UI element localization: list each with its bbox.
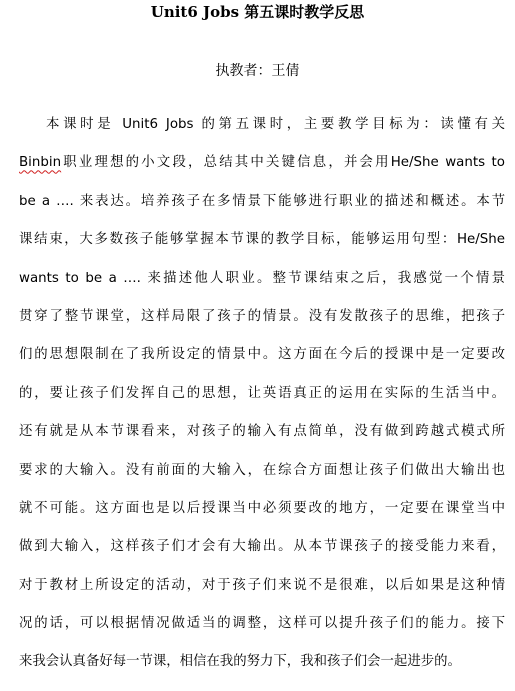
paragraph-line: 课结束，大多数孩子能够掌握本节课的教学目标，能够运用句型：He/She (19, 232, 505, 248)
paragraph-line: 要求的大输入。没有前面的大输入，在综合方面想让孩子们做出大输出也 (19, 462, 505, 478)
document-title: Unit6 Jobs 第五课时教学反思 (150, 3, 365, 21)
paragraph-line: 的，要让孩子们发挥自己的思想，让英语真正的运用在实际的生活当中。 (19, 385, 505, 401)
paragraph-line: be a …. 来表达。培养孩子在多情景下能够进行职业的描述和概述。本节 (19, 193, 505, 209)
paragraph-line: 还有就是从本节课看来，对孩子的输入有点简单，没有做到跨越式模式所 (19, 424, 505, 440)
paragraph-line: 来我会认真备好每一节课，相信在我的努力下，我和孩子们会一起进步的。 (19, 654, 461, 670)
paragraph-line: 本课时是 Unit6 Jobs 的第五课时，主要教学目标为：读懂有关 (46, 117, 505, 132)
spellcheck-flagged-word[interactable]: Binbin (19, 155, 62, 171)
paragraph-line: 就不可能。这方面也是以后授课当中必须要改的地方，一定要在课堂当中 (19, 500, 505, 516)
paragraph-line-text: 职业理想的小文段，总结其中关键信息，并会用He/She wants to (61, 155, 505, 171)
paragraph-line: 对于教材上所设定的活动，对于孩子们来说不是很难，以后如果是这种情 (19, 577, 505, 593)
paragraph-line: 们的思想限制在了我所设定的情景中。这方面在今后的授课中是一定要改 (19, 347, 505, 363)
paragraph-line (19, 153, 505, 191)
body-paragraph (19, 115, 505, 691)
paragraph-line: wants to be a …. 来描述他人职业。整节课结束之后，我感觉一个情景 (19, 270, 505, 286)
paragraph-line: 况的话，可以根据情况做适当的调整，这样可以提升孩子们的能力。接下 (19, 616, 505, 632)
paragraph-line: 做到大输入，这样孩子们才会有大输出。从本节课孩子的接受能力来看， (19, 539, 505, 555)
author-line: 执教者：王倩 (215, 63, 300, 79)
paragraph-line: 贯穿了整节课堂，这样局限了孩子的情景。没有发散孩子的思维，把孩子 (19, 308, 505, 324)
